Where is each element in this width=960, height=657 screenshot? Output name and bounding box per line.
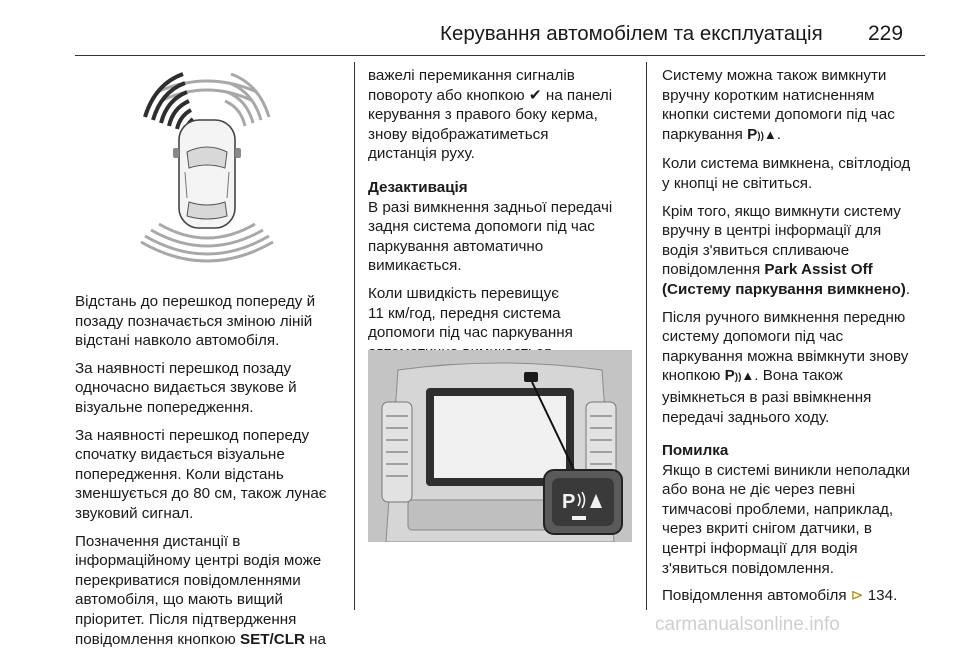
- column-divider-1: [354, 62, 355, 610]
- figure-parking-button-location: [368, 350, 632, 542]
- column-divider-2: [646, 62, 647, 610]
- checkmark-icon: ✔: [528, 86, 542, 104]
- paragraph-reverse-off: В разі вимкнення задньої передачі задня система допомоги під час паркування автоматично вимикається.: [368, 198, 613, 275]
- paragraph-turn-signal: важелі перемикання сигналів повороту або кнопкою ✔ на панелі керування з правого боку керма, знову відображатиметься дистанція руху.: [368, 67, 613, 163]
- watermark: carmanualsonline.info: [655, 614, 840, 635]
- set-clr-button-label: SET/CLR: [239, 630, 305, 648]
- led-indicator: [572, 516, 586, 520]
- page-reference-arrow-icon: ⊳: [850, 587, 864, 605]
- dashboard-illustration: [368, 350, 632, 542]
- paragraph-speed-off: Коли швидкість перевищує 11 км/год, передня система допомоги під час паркування: [368, 284, 573, 342]
- column-1: [75, 292, 350, 657]
- paragraph-popup-message: Крім того, якщо вимкнути систему вручну в центрі інформації для водія з'явиться спливаюче повідомлення Park Assist Off (Систему паркування вимкнено).: [662, 202, 911, 298]
- parking-assist-icon: P))▲: [747, 125, 777, 143]
- header-rule: [75, 55, 925, 56]
- paragraph-front-obstacles: За наявності перешкод попереду спочатку видається візуальне попередження. Коли відстань зменшується до 80 см, також лунає звуковий сигнал.: [75, 426, 327, 522]
- column-3: [662, 66, 937, 614]
- page-reference-link[interactable]: 134.: [867, 587, 898, 605]
- paragraph-error: Якщо в системі виникли неполадки або вона не діє через певні тимчасові проблеми, наприклад, через вкриті снігом датчики, в центрі інформації для водія з'явиться повідомлення.: [662, 461, 911, 577]
- paragraph-manual-off: Систему можна також вимкнути вручну коротким натисненням кнопки системи допомоги під час паркування P))▲.: [662, 67, 895, 143]
- parking-assist-icon: P))▲: [724, 367, 755, 385]
- message-system-off-translation: (Систему паркування вимкнено): [662, 280, 906, 298]
- heading-error: Помилка: [662, 442, 729, 460]
- column-2: [368, 66, 643, 370]
- paragraph-led-off: Коли система вимкнена, світлодіод у кнопці не світиться.: [662, 155, 911, 192]
- paragraph-distance-lines: Відстань до перешкод попереду й позаду позначається зміною ліній відстані навколо автомобіля.: [75, 293, 316, 350]
- page-number: 229: [868, 22, 904, 45]
- paragraph-reactivate: Після ручного вимкнення передню систему допомоги під час паркування можна ввімкнути знову кнопкою P))▲. Вона також увімкнеться в разі ввімкнення передачі заднього ходу.: [662, 308, 909, 426]
- running-header-title: Керування автомобілем та експлуатація: [440, 22, 823, 45]
- car-top-view-illustration: [75, 62, 347, 282]
- paragraph-vehicle-messages-ref: Повідомлення автомобіля ⊳ 134.: [662, 587, 898, 605]
- paragraph-rear-obstacles: За наявності перешкод позаду одночасно видається звукове й візуальне попередження.: [75, 359, 297, 416]
- message-park-assist-off: Park Assist Off: [764, 261, 873, 279]
- heading-deactivation: Дезактивація: [368, 178, 468, 196]
- parking-button-letter: P: [562, 491, 576, 513]
- figure-parking-distance-display: [75, 62, 347, 282]
- paragraph-priority-messages: Позначення дистанції в інформаційному центрі водія може перекриватися повідомленнями автомобіля, що мають вищий пріоритет. Після підтвердження повідомлення кнопкою SET/CLR на: [75, 532, 327, 648]
